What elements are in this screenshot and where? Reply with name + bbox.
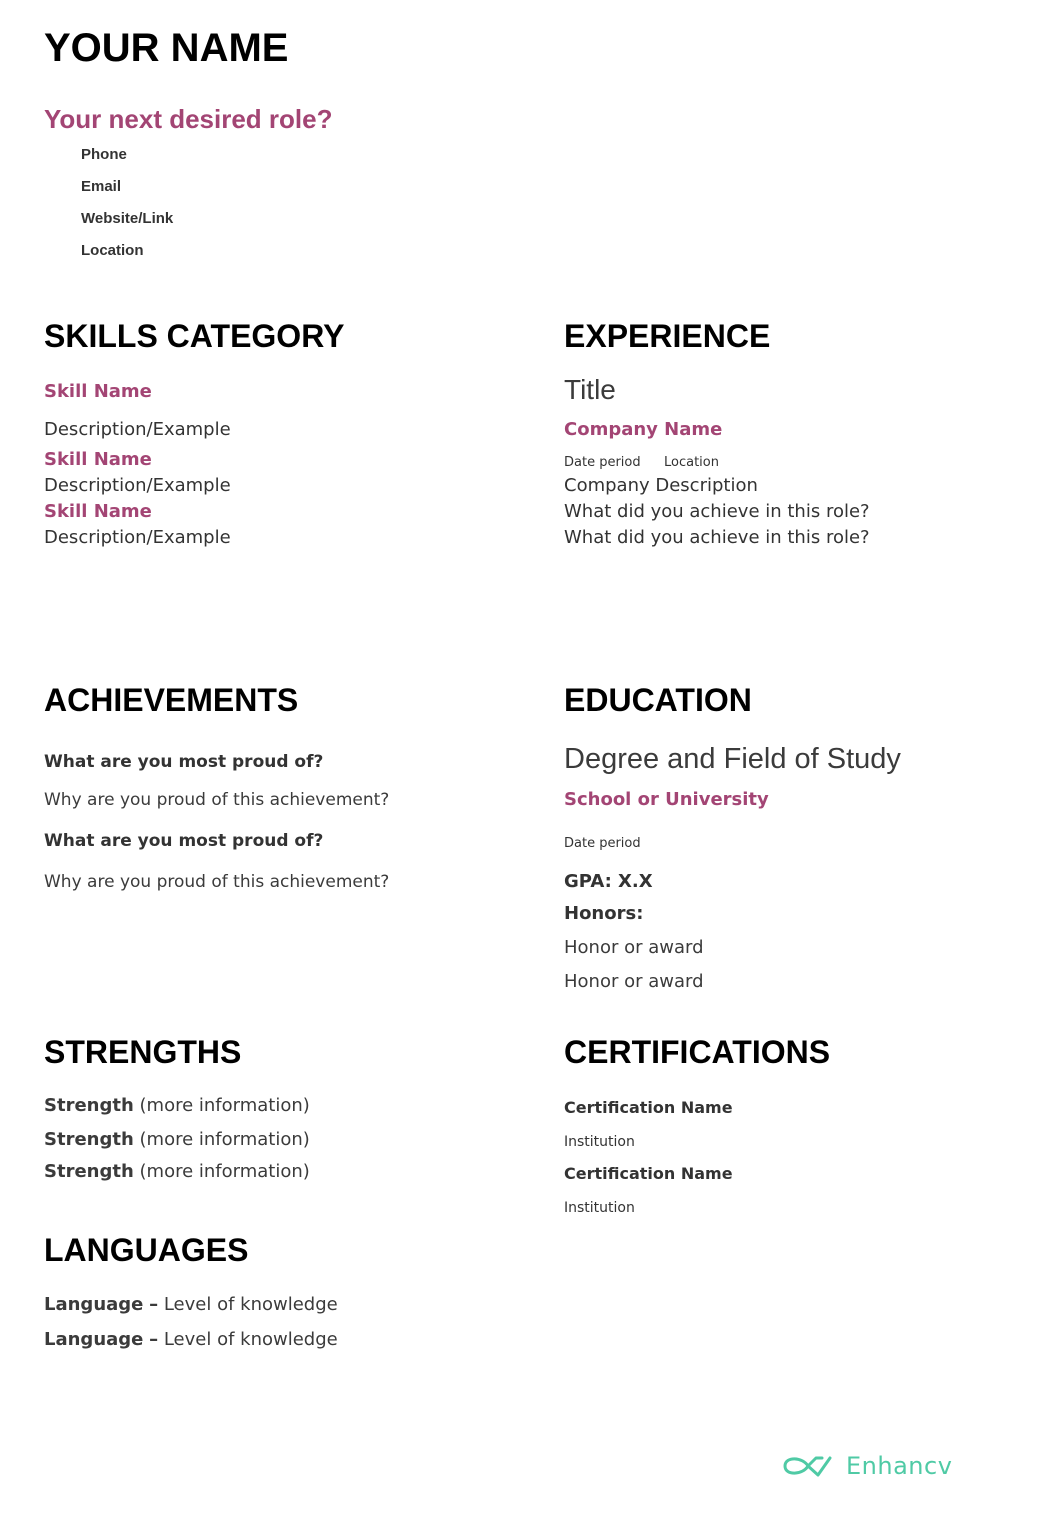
- desired-role: Your next desired role?: [44, 104, 333, 134]
- logo-text: Enhancv: [846, 1452, 953, 1480]
- experience-heading: EXPERIENCE: [564, 318, 771, 354]
- language-row: [44, 1294, 338, 1315]
- enhancv-logo: [782, 1452, 952, 1480]
- strength-name: Strength: [44, 1161, 134, 1182]
- honor-item: Honor or award: [564, 971, 704, 992]
- job-date-period: Date period: [564, 455, 641, 470]
- education-heading: EDUCATION: [564, 682, 752, 718]
- skill-name: Skill Name: [44, 381, 152, 402]
- company-name: Company Name: [564, 419, 723, 440]
- strength-row: [44, 1161, 310, 1182]
- strength-name: Strength: [44, 1095, 134, 1116]
- certification-name: Certification Name: [564, 1164, 733, 1183]
- certification-institution: Institution: [564, 1134, 635, 1150]
- strength-info: (more information): [139, 1129, 310, 1150]
- skills-heading: SKILLS CATEGORY: [44, 318, 345, 354]
- certification-institution: Institution: [564, 1200, 635, 1216]
- company-description: Company Description: [564, 475, 758, 496]
- achievements-heading: ACHIEVEMENTS: [44, 682, 299, 718]
- job-location: Location: [664, 455, 719, 470]
- language-level: Level of knowledge: [163, 1329, 338, 1350]
- school-name: School or University: [564, 789, 769, 810]
- skill-name: Skill Name: [44, 449, 152, 470]
- certification-name: Certification Name: [564, 1098, 733, 1117]
- degree: Degree and Field of Study: [564, 743, 901, 775]
- strength-info: (more information): [139, 1095, 310, 1116]
- certifications-heading: CERTIFICATIONS: [564, 1034, 831, 1070]
- contact-location: Location: [81, 242, 144, 259]
- skill-description: Description/Example: [44, 475, 231, 496]
- contact-email: Email: [81, 178, 122, 195]
- achievement-answer: Why are you proud of this achievement?: [44, 790, 390, 810]
- achievement-question: What are you most proud of?: [44, 752, 324, 772]
- language-row: [44, 1329, 338, 1350]
- language-separator: –: [149, 1294, 159, 1315]
- language-name: Language: [44, 1294, 144, 1315]
- skill-description: Description/Example: [44, 419, 231, 440]
- gpa: GPA: X.X: [564, 871, 653, 892]
- language-separator: –: [149, 1329, 159, 1350]
- strength-row: [44, 1095, 310, 1116]
- infinity-heart-icon: [782, 1452, 834, 1480]
- job-achievement: What did you achieve in this role?: [564, 501, 870, 522]
- achievement-answer: Why are you proud of this achievement?: [44, 872, 390, 892]
- honor-item: Honor or award: [564, 937, 704, 958]
- strength-info: (more information): [139, 1161, 310, 1182]
- strength-row: [44, 1129, 310, 1150]
- achievement-question: What are you most proud of?: [44, 831, 324, 851]
- job-title: Title: [564, 374, 616, 405]
- contact-phone: Phone: [81, 146, 127, 163]
- job-achievement: What did you achieve in this role?: [564, 527, 870, 548]
- skill-name: Skill Name: [44, 501, 152, 522]
- language-level: Level of knowledge: [163, 1294, 338, 1315]
- contact-website: Website/Link: [81, 210, 174, 227]
- skill-description: Description/Example: [44, 527, 231, 548]
- education-date-period: Date period: [564, 836, 641, 851]
- strength-name: Strength: [44, 1129, 134, 1150]
- languages-heading: LANGUAGES: [44, 1232, 249, 1268]
- language-name: Language: [44, 1329, 144, 1350]
- honors-label: Honors:: [564, 903, 644, 924]
- resume-name: YOUR NAME: [44, 26, 289, 70]
- strengths-heading: STRENGTHS: [44, 1034, 242, 1070]
